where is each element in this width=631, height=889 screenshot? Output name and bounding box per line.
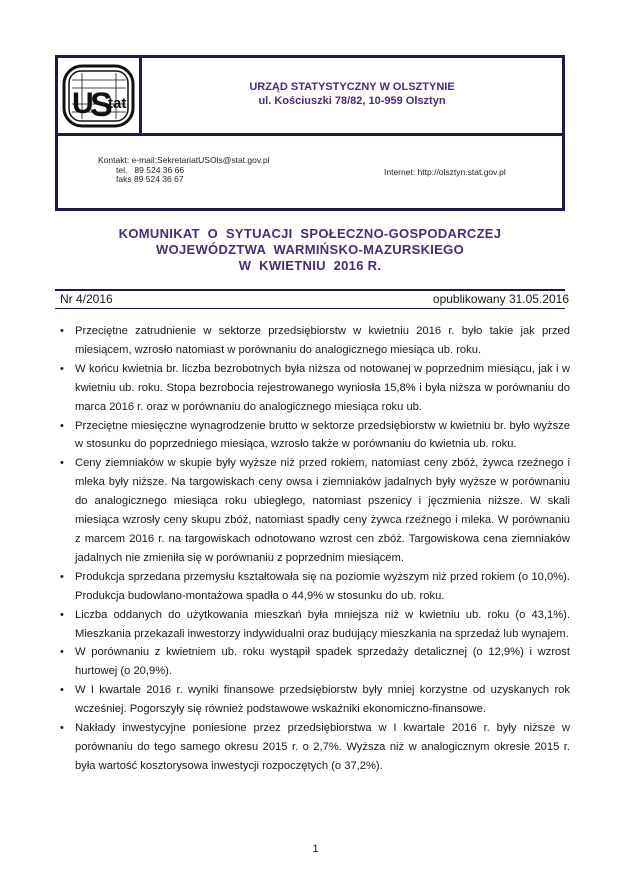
contact-fax: faks 89 524 36 67 <box>116 174 184 184</box>
bullet-icon: • <box>60 325 64 337</box>
bullet-icon: • <box>60 646 64 659</box>
list-item-text: Przeciętne miesięczne wynagrodzenie brutto w sektorze przedsiębiorstw w kwietniu br. było wyższe w stosunku do poprzedniego miesiąca, wzrosło także w porównaniu do kwietnia ub. roku. <box>75 419 570 451</box>
header-box <box>55 55 565 211</box>
list-item-text: W końcu kwietnia br. liczba bezrobotnych była niższa od notowanej w poprzednim miesiącu, jak i w kwietniu ub. roku. Stopa bezrobocia rejestrowanego wyniosła 15,8% i była niższa w porównaniu do marca 2016 r. oraz w porównaniu do analogicznego miesiąca roku ub. <box>75 362 570 413</box>
list-item <box>58 360 570 417</box>
logo-cell <box>58 58 142 136</box>
svg-text:tat: tat <box>108 95 127 112</box>
list-item <box>58 643 570 681</box>
list-item <box>58 606 570 644</box>
title-line-1: KOMUNIKAT O SYTUACJI SPOŁECZNO-GOSPODARCZEJ <box>118 226 502 241</box>
internet-link[interactable]: Internet: http://olsztyn.stat.gov.pl <box>384 167 506 177</box>
org-info <box>142 80 562 108</box>
list-item-text: Ceny ziemniaków w skupie były wyższe niż przed rokiem, natomiast ceny zbóż, żywca rzeźnego i mleka były niższe. Na targowiskach ceny owsa i ziemniaków jadalnych były wyższe w porównaniu do analogicznego miesiąca roku ubiegłego, natomiast pszenicy i jęczmienia niższe. W skali miesiąca wzrosły ceny skupu zbóż, natomiast spadły ceny żywca rzeźnego i mleka. W porównaniu z marcem 2016 r. na targowiskach odnotowano wzrost cen zbóż. Targowiskowa cena ziemniaków jadalnych nie zmieniła się w porównaniu z poprzednim miesiącem. <box>75 457 570 564</box>
list-item-text: Produkcja sprzedana przemysłu kształtowała się na poziomie wyższym niż przed rokiem (o 10,0%). Produkcja budowlano-montażowa spadła o 44,9% w stosunku do ub. roku. <box>75 570 570 602</box>
list-item-text: Przeciętne zatrudnienie w sektorze przedsiębiorstw w kwietniu 2016 r. było takie jak przed miesiącem, wzrosło natomiast w porównaniu do analogicznego miesiąca ub. roku. <box>75 325 570 356</box>
bullet-icon: • <box>60 608 64 621</box>
bullet-icon: • <box>60 457 64 470</box>
list-item <box>58 719 570 776</box>
bullet-icon: • <box>60 722 64 735</box>
list-item-text: W porównaniu z kwietniem ub. roku wystąpił spadek sprzedaży detalicznej (o 12,9%) i wzrost hurtowej (o 20,9%). <box>75 646 570 678</box>
issue-number: Nr 4/2016 <box>60 292 113 306</box>
document-title <box>55 226 565 274</box>
contact-email[interactable]: Kontakt: e-mail:SekretariatUSOls@stat.gov.pl <box>98 155 270 165</box>
org-name: URZĄD STATYSTYCZNY W OLSZTYNIE <box>249 81 455 93</box>
svg-text:S: S <box>90 86 113 124</box>
ustat-logo-icon <box>58 58 139 133</box>
bullet-icon: • <box>60 570 64 583</box>
bullet-icon: • <box>60 684 64 697</box>
list-item <box>58 681 570 719</box>
svg-text:U: U <box>72 87 94 120</box>
publication-date: opublikowany 31.05.2016 <box>432 292 569 306</box>
list-item-text: Nakłady inwestycyjne poniesione przez przedsiębiorstwa w I kwartale 2016 r. były niższe w porównaniu do tego samego okresu 2015 r. o 2,7%. Wyższa niż w analogicznym okresie 2015 r. była wartość kosztorysowa inwestycji rozpoczętych (o 37,2%). <box>75 722 570 772</box>
list-item-text: Liczba oddanych do użytkowania mieszkań była mniejsza niż w kwietniu ub. roku (o 43,1%). Mieszkania przekazali inwestorzy indywidualni oraz budujący mieszkania na sprzedaż lub wynajem. <box>75 608 570 640</box>
list-item <box>58 454 570 567</box>
rule-top <box>55 289 565 291</box>
list-item <box>58 417 570 455</box>
bullet-icon: • <box>60 419 64 432</box>
rule-bottom <box>55 308 565 309</box>
page-number: 1 <box>312 843 319 855</box>
list-item <box>58 568 570 606</box>
bullet-icon: • <box>60 362 64 375</box>
contact-block <box>98 156 269 185</box>
summary-list <box>58 322 570 776</box>
contact-tel: tel. 89 524 36 66 <box>116 164 185 175</box>
org-address: ul. Kościuszki 78/82, 10-959 Olsztyn <box>258 95 446 107</box>
title-line-3: W KWIETNIU 2016 R. <box>238 258 382 273</box>
title-line-2: WOJEWÓDZTWA WARMIŃSKO-MAZURSKIEGO <box>156 242 464 257</box>
list-item-text: W I kwartale 2016 r. wyniki finansowe przedsiębiorstw były mniej korzystne od uzyskanych rok wcześniej. Pogorszyły się również podstawowe wskaźniki ekonomiczno-finansowe. <box>75 684 570 716</box>
list-item <box>58 322 570 360</box>
